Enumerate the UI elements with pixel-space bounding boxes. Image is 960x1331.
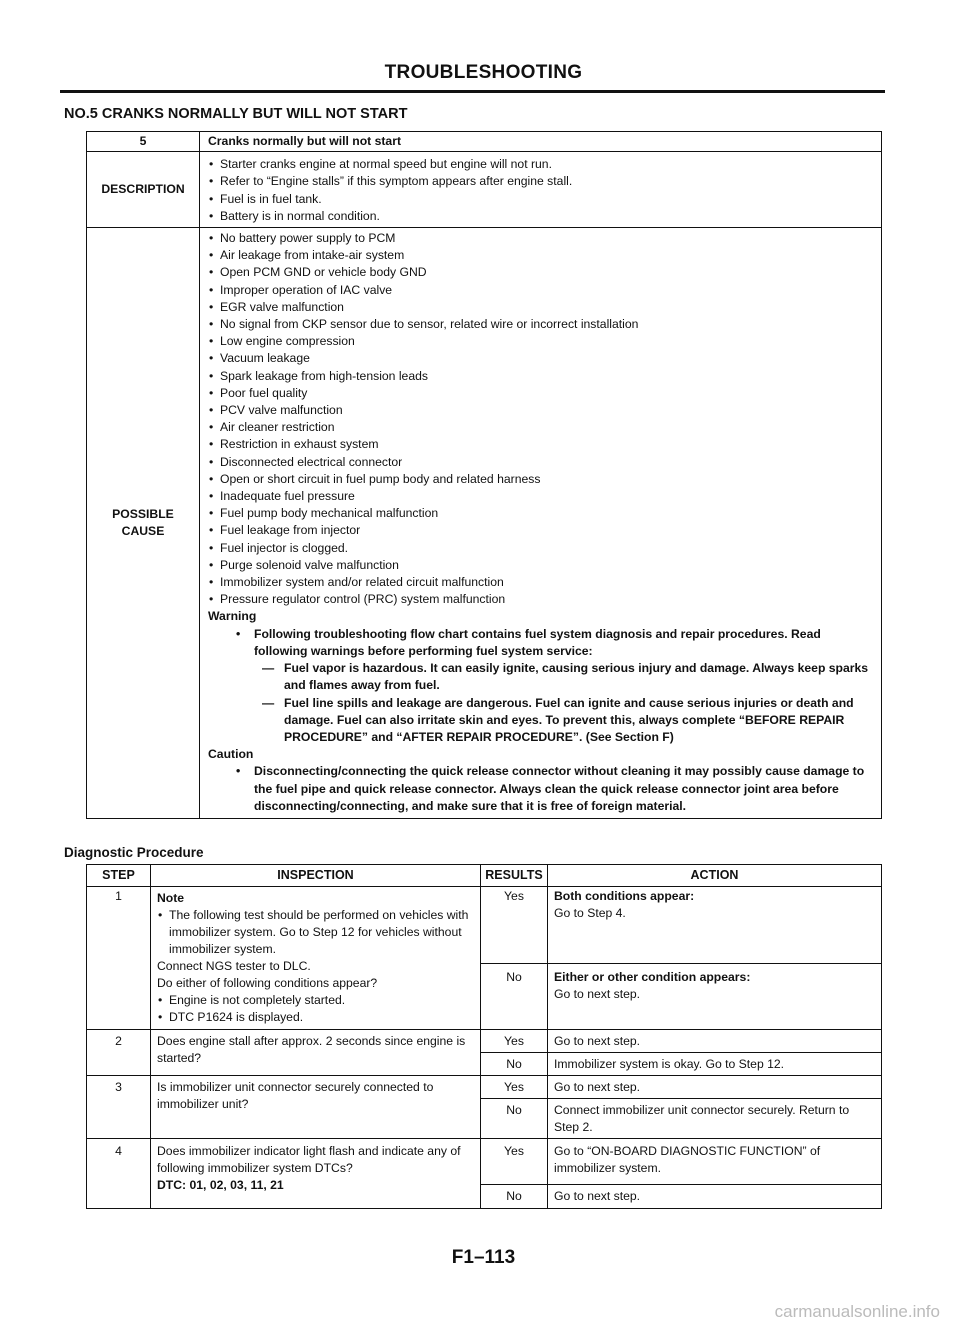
diagnostic-header-row bbox=[87, 865, 882, 887]
cause-item: • EGR valve malfunction bbox=[208, 299, 873, 316]
possible-cause-cell bbox=[200, 228, 882, 819]
inspection-text: Is immobilizer unit connector securely connected to immobilizer unit? bbox=[151, 1076, 481, 1139]
table-row bbox=[87, 887, 882, 964]
description-item: • Starter cranks engine at normal speed but engine will not run. bbox=[208, 156, 873, 173]
action-cell bbox=[548, 964, 882, 1030]
result-yes: Yes bbox=[481, 1030, 548, 1053]
description-row bbox=[87, 152, 882, 228]
action-text: Go to “ON-BOARD DIAGNOSTIC FUNCTION” of immobilizer system. bbox=[548, 1139, 882, 1185]
cause-item: • Restriction in exhaust system bbox=[208, 436, 873, 453]
action-condition: Either or other condition appears: bbox=[554, 970, 751, 984]
action-text: Go to next step. bbox=[548, 1030, 882, 1053]
step-number: 3 bbox=[87, 1076, 151, 1139]
note-text: • The following test should be performed on vehicles with immobilizer system. Go to Step 12 for vehicles without immobilizer system. bbox=[157, 907, 474, 958]
warning-block bbox=[208, 608, 873, 814]
warning-item bbox=[208, 626, 873, 660]
cause-item: • Purge solenoid valve malfunction bbox=[208, 557, 873, 574]
symptom-table bbox=[86, 131, 882, 819]
condition-item: • Engine is not completely started. bbox=[157, 992, 474, 1009]
symptom-number: 5 bbox=[87, 132, 200, 152]
column-header-results: RESULTS bbox=[481, 865, 548, 887]
section-title: NO.5 CRANKS NORMALLY BUT WILL NOT START bbox=[64, 106, 408, 122]
caution-text: Disconnecting/connecting the quick release connector without cleaning it may possibly cause damage to the fuel pipe and quick release connector. Always clean the quick release connector joint area before disconnecting/connecting, and make sure that it is free of foreign material. bbox=[254, 764, 865, 813]
cause-item: • No battery power supply to PCM bbox=[208, 230, 873, 247]
bullet-icon: • bbox=[236, 626, 241, 641]
column-header-step: STEP bbox=[87, 865, 151, 887]
warning-dash-item bbox=[208, 695, 873, 747]
cause-item: • Disconnected electrical connector bbox=[208, 454, 873, 471]
result-yes: Yes bbox=[481, 1139, 548, 1185]
step-number: 2 bbox=[87, 1030, 151, 1076]
warning-dash-item bbox=[208, 660, 873, 694]
dtc-list: DTC: 01, 02, 03, 11, 21 bbox=[157, 1178, 284, 1192]
description-item: • Fuel is in fuel tank. bbox=[208, 191, 873, 208]
action-cell bbox=[548, 887, 882, 964]
description-label: DESCRIPTION bbox=[87, 152, 200, 228]
cause-list bbox=[208, 230, 873, 608]
table-row bbox=[87, 1030, 882, 1053]
result-no: No bbox=[481, 1099, 548, 1139]
cause-item: • Poor fuel quality bbox=[208, 385, 873, 402]
inspection-cell bbox=[151, 1139, 481, 1209]
possible-cause-label-line2: CAUSE bbox=[121, 523, 165, 538]
caution-label: Caution bbox=[208, 747, 254, 762]
bullet-icon: • bbox=[236, 764, 241, 779]
cause-item: • Vacuum leakage bbox=[208, 350, 873, 367]
result-yes: Yes bbox=[481, 1076, 548, 1099]
table-row bbox=[87, 1076, 882, 1099]
result-yes: Yes bbox=[481, 887, 548, 964]
result-no: No bbox=[481, 1185, 548, 1209]
table-row bbox=[87, 1139, 882, 1185]
warning-dash-text: Fuel vapor is hazardous. It can easily ignite, causing serious injury and damage. Always keep sparks and flames away from fuel. bbox=[284, 661, 869, 693]
step-number: 4 bbox=[87, 1139, 151, 1209]
column-header-action: ACTION bbox=[548, 865, 882, 887]
action-text: Go to next step. bbox=[548, 1185, 882, 1209]
symptom-title: Cranks normally but will not start bbox=[200, 132, 882, 152]
cause-item: • Pressure regulator control (PRC) system malfunction bbox=[208, 591, 873, 608]
warning-text: Following troubleshooting flow chart contains fuel system diagnosis and repair procedures. Read following warnings before performing fuel system service: bbox=[254, 626, 821, 658]
warning-dash-text: Fuel line spills and leakage are dangerous. Fuel can ignite and cause serious injuries or death and damage. Fuel can also irritate skin and eyes. To prevent this, always complete “BEFORE REPAIR PROCEDURE” and “AFTER REPAIR PROCEDURE”. (See Section F) bbox=[284, 695, 854, 744]
cause-item: • Open PCM GND or vehicle body GND bbox=[208, 264, 873, 281]
inspection-text: Does immobilizer indicator light flash and indicate any of following immobilizer system DTCs? bbox=[157, 1144, 461, 1175]
column-header-inspection: INSPECTION bbox=[151, 865, 481, 887]
condition-item: • DTC P1624 is displayed. bbox=[157, 1009, 474, 1026]
inspection-line: Do either of following conditions appear? bbox=[157, 976, 378, 990]
description-item: • Battery is in normal condition. bbox=[208, 208, 873, 225]
cause-item: • Fuel injector is clogged. bbox=[208, 540, 873, 557]
inspection-line: Connect NGS tester to DLC. bbox=[157, 959, 311, 973]
cause-item: • Improper operation of IAC valve bbox=[208, 282, 873, 299]
possible-cause-label-line1: POSSIBLE bbox=[112, 506, 174, 521]
header-rule bbox=[60, 90, 885, 93]
page-header-title: TROUBLESHOOTING bbox=[384, 62, 583, 83]
description-list bbox=[208, 156, 873, 225]
caution-item bbox=[208, 763, 873, 815]
condition-list bbox=[157, 992, 474, 1026]
possible-cause-row bbox=[87, 228, 882, 819]
cause-item: • No signal from CKP sensor due to sensor, related wire or incorrect installation bbox=[208, 316, 873, 333]
cause-item: • Air cleaner restriction bbox=[208, 419, 873, 436]
possible-cause-label bbox=[87, 228, 200, 819]
action-text: Go to next step. bbox=[548, 1076, 882, 1099]
page-number: F1–113 bbox=[451, 1247, 516, 1268]
action-text: Immobilizer system is okay. Go to Step 12. bbox=[548, 1053, 882, 1076]
symptom-row bbox=[87, 132, 882, 152]
warning-label: Warning bbox=[208, 609, 257, 624]
description-item: • Refer to “Engine stalls” if this symptom appears after engine stall. bbox=[208, 173, 873, 190]
description-cell bbox=[200, 152, 882, 228]
cause-item: • Spark leakage from high-tension leads bbox=[208, 368, 873, 385]
action-text: Connect immobilizer unit connector securely. Return to Step 2. bbox=[548, 1099, 882, 1139]
cause-item: • Open or short circuit in fuel pump body and related harness bbox=[208, 471, 873, 488]
result-no: No bbox=[481, 964, 548, 1030]
cause-item: • PCV valve malfunction bbox=[208, 402, 873, 419]
inspection-cell bbox=[151, 887, 481, 1030]
action-text: Go to next step. bbox=[554, 987, 641, 1001]
cause-item: • Immobilizer system and/or related circuit malfunction bbox=[208, 574, 873, 591]
note-list bbox=[157, 907, 474, 958]
step-number: 1 bbox=[87, 887, 151, 1030]
dash-icon: — bbox=[262, 695, 275, 710]
result-no: No bbox=[481, 1053, 548, 1076]
cause-item: • Inadequate fuel pressure bbox=[208, 488, 873, 505]
cause-item: • Fuel pump body mechanical malfunction bbox=[208, 505, 873, 522]
watermark: carmanualsonline.info bbox=[774, 1302, 940, 1321]
diagnostic-procedure-title: Diagnostic Procedure bbox=[64, 845, 204, 860]
inspection-text: Does engine stall after approx. 2 seconds since engine is started? bbox=[151, 1030, 481, 1076]
cause-item: • Fuel leakage from injector bbox=[208, 522, 873, 539]
action-text: Go to Step 4. bbox=[554, 906, 626, 920]
dash-icon: — bbox=[262, 661, 275, 676]
cause-item: • Low engine compression bbox=[208, 333, 873, 350]
action-condition: Both conditions appear: bbox=[554, 889, 695, 903]
diagnostic-table bbox=[86, 864, 882, 1209]
cause-item: • Air leakage from intake-air system bbox=[208, 247, 873, 264]
note-label: Note bbox=[157, 891, 185, 905]
